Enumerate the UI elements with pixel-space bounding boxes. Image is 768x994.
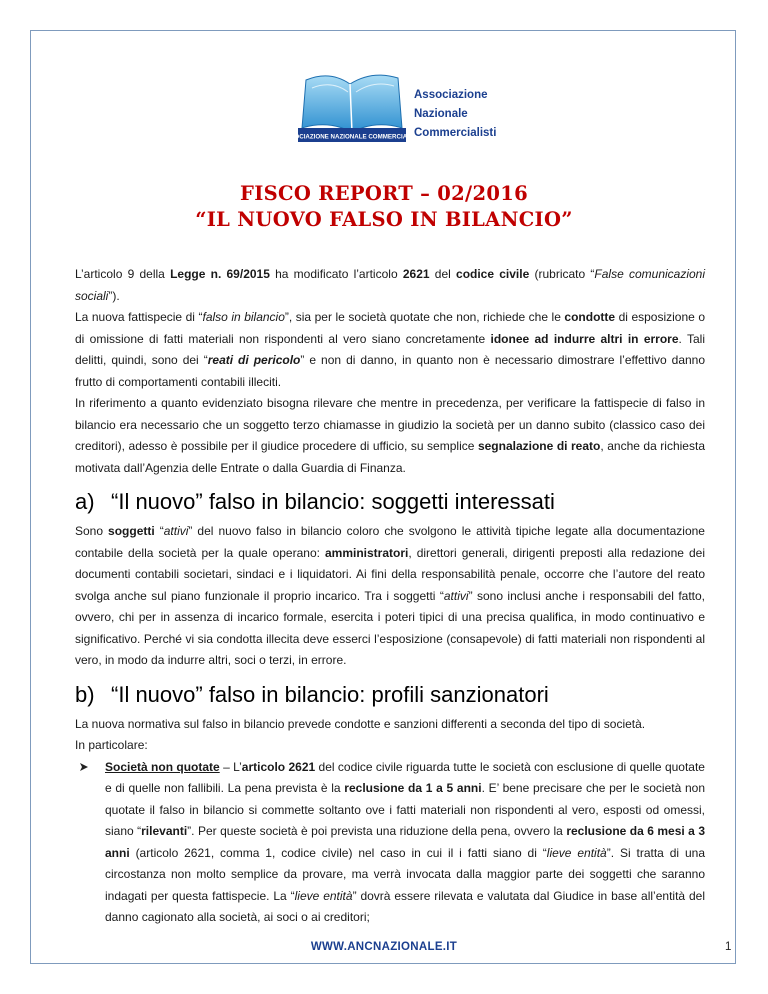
section-b-paragraph-2: In particolare: bbox=[75, 738, 148, 752]
arrow-bullet-icon bbox=[75, 757, 105, 929]
section-a-label: a) bbox=[75, 489, 95, 514]
section-b-heading bbox=[75, 682, 705, 708]
section-b-label: b) bbox=[75, 681, 95, 707]
report-subtitle: “IL NUOVO FALSO IN BILANCIO” bbox=[195, 208, 573, 231]
section-a-paragraph: Sono soggetti “attivi” del nuovo falso in bilancio coloro che svolgono le attività tipiche legate alla documentazione contabile della società per la quale operano: amministratori, direttori generali, dirigenti preposti alla redazione dei documenti contabili societari, sindaci e i liquidatori. Ai fini della responsabilità penale, occorre che l’autore del reato svolga anche sul piano funzionale il proprio incarico. Tra i soggetti “attivi” sono inclusi anche i responsabili del fatto, ovvero, chi per in assenza di incarico formale, esercita i poteri tipici di una precisa qualifica, in modo continuativo e significativo. Perché vi sia condotta illecita deve esserci l’esposizione (consapevole) di fatti materiali non rispondenti al vero, in modo da indurre altri, soci o terzi, in errore. bbox=[75, 524, 705, 667]
open-book-logo-icon bbox=[281, 70, 423, 150]
logo-line-3: Commercialisti bbox=[414, 127, 497, 139]
section-b-paragraph-1: La nuova normativa sul falso in bilancio prevede condotte e sanzioni differenti a seconda del tipo di società. bbox=[75, 716, 646, 731]
logo-badge-text: ASSOCIAZIONE NAZIONALE COMMERCIALISTI bbox=[281, 133, 423, 141]
page-number: 1 bbox=[725, 941, 732, 953]
list-item bbox=[75, 757, 705, 929]
section-a-heading-text: “Il nuovo” falso in bilancio: soggetti interessati bbox=[111, 489, 555, 514]
report-title: FISCO REPORT – 02/2016 bbox=[240, 182, 528, 205]
logo-wordmark bbox=[414, 86, 496, 143]
section-b-heading-text: “Il nuovo” falso in bilancio: profili sanzionatori bbox=[111, 681, 549, 707]
footer-website-link[interactable]: WWW.ANCNAZIONALE.IT bbox=[310, 941, 458, 953]
intro-paragraph-1: L’articolo 9 della Legge n. 69/2015 ha modificato l’articolo 2621 del codice civile (rubricato “False comunicazioni sociali”). bbox=[75, 267, 706, 303]
logo-line-2: Nazionale bbox=[414, 108, 468, 120]
bullet-text: Società non quotate – L’articolo 2621 del codice civile riguarda tutte le società con esclusione di quelle quotate e di quelle non fallibili. La pena prevista è la reclusione da 1 a 5 anni. E’ bene precisare che per le società non quotate il falso in bilancio si commette soltanto ove i fatti materiali non rispondenti al vero, esposti od omessi, siano “rilevanti”. Per queste società è poi prevista una riduzione della pena, ovvero la reclusione da 6 mesi a 3 anni (articolo 2621, comma 1, codice civile) nel caso in cui il i fatti siano di “lieve entità”. Si tratta di una circostanza non molto semplice da provare, ma verrà invocata dalla maggior parte dei soggetti che saranno indagati per questa fattispecie. La “lieve entità” dovrà essere rilevata e valutata dal Giudice in base all’entità del danno cagionato alla società, ai soci o ai creditori; bbox=[105, 759, 705, 924]
association-logo bbox=[281, 70, 540, 150]
document-body bbox=[75, 264, 705, 929]
section-a-heading bbox=[75, 489, 705, 515]
intro-paragraph-3: In riferimento a quanto evidenziato bisogna rilevare che mentre in precedenza, per verificare la fattispecie di falso in bilancio era necessario che un soggetto terzo chiamasse in giudizio la società per un danno subito (classico caso dei creditori), adesso è possibile per il giudice procedere di ufficio, su semplice segnalazione di reato, anche da richiesta motivata dall’Agenzia delle Entrate o dalla Guardia di Finanza. bbox=[75, 396, 705, 475]
intro-paragraph-2: La nuova fattispecie di “falso in bilancio”, sia per le società quotate che non, richiede che le condotte di esposizione o di omissione di fatti materiali non rispondenti al vero siano concretamente idonee ad indurre altri in errore. Tali delitti, quindi, sono dei “reati di pericolo” e non di danno, in quanto non è necessario dimostrare l’effettivo danno frutto di comportamenti contabili illeciti. bbox=[75, 310, 706, 389]
logo-line-1: Associazione bbox=[414, 89, 488, 101]
